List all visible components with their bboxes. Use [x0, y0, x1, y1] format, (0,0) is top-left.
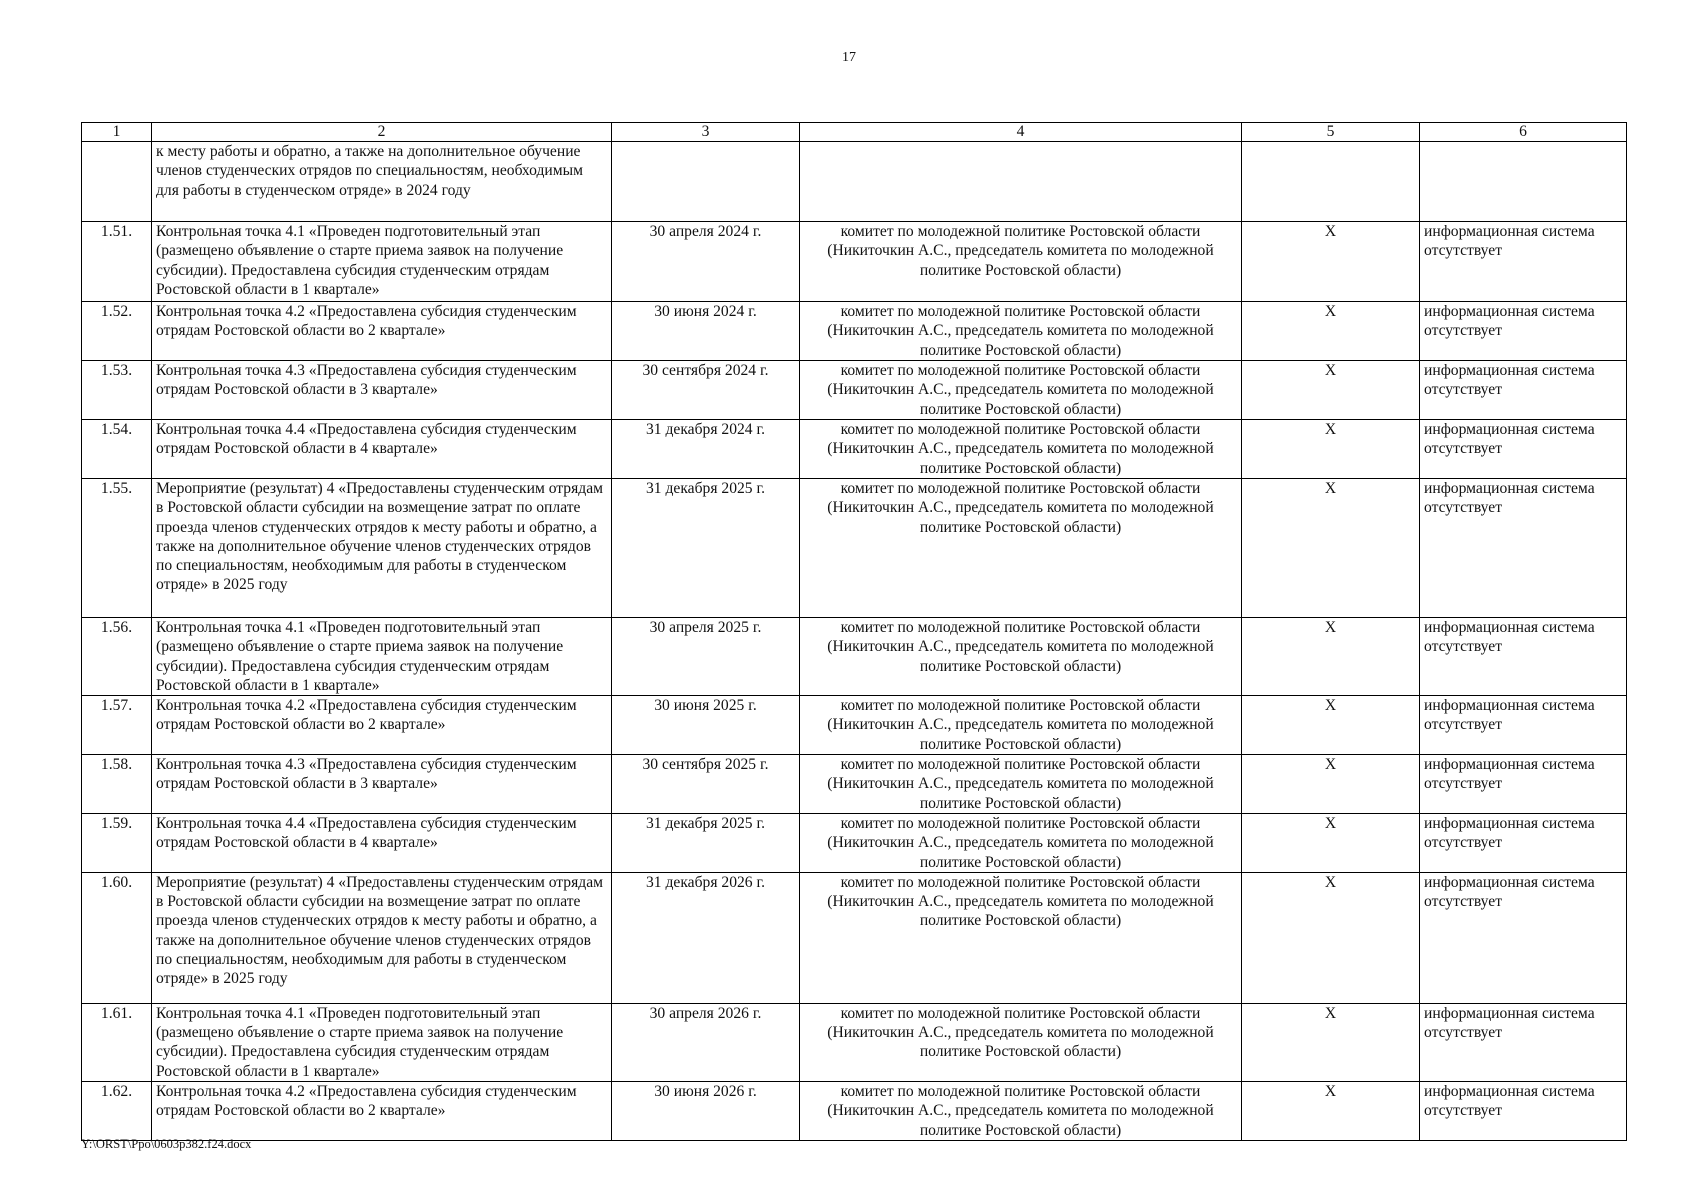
- deadline-date: 31 декабря 2025 г.: [612, 479, 800, 618]
- event-description: Контрольная точка 4.3 «Предоставлена субсидия студенческим отрядам Ростовской области в 3 квартале»: [152, 361, 612, 420]
- file-path-footer: Y:\ORST\Ppo\0603p382.f24.docx: [81, 1137, 252, 1151]
- table-row: [82, 618, 1627, 696]
- column-header: 3: [612, 123, 800, 142]
- row-number: 1.55.: [82, 479, 152, 618]
- information-system: информационная система отсутствует: [1420, 872, 1627, 1003]
- responsible-person: комитет по молодежной политике Ростовской области (Никиточкин А.С., председатель комитета по молодежной политике Ростовской области): [800, 420, 1242, 479]
- column-header: 1: [82, 123, 152, 142]
- mark-cell: Х: [1242, 222, 1420, 302]
- row-number: 1.58.: [82, 755, 152, 814]
- column-header: 5: [1242, 123, 1420, 142]
- page-number: 17: [842, 50, 856, 65]
- deadline-date: 31 декабря 2026 г.: [612, 872, 800, 1003]
- information-system: информационная система отсутствует: [1420, 222, 1627, 302]
- mark-cell: [1242, 142, 1420, 222]
- event-description: к месту работы и обратно, а также на дополнительное обучение членов студенческих отрядов по специальностям, необходимым для работы в студенческом отряде» в 2024 году: [152, 142, 612, 222]
- responsible-person: комитет по молодежной политике Ростовской области (Никиточкин А.С., председатель комитета по молодежной политике Ростовской области): [800, 479, 1242, 618]
- deadline-date: 30 июня 2025 г.: [612, 696, 800, 755]
- column-header: 4: [800, 123, 1242, 142]
- mark-cell: Х: [1242, 618, 1420, 696]
- header-row: [82, 123, 1627, 142]
- information-system: информационная система отсутствует: [1420, 1003, 1627, 1081]
- information-system: информационная система отсутствует: [1420, 618, 1627, 696]
- information-system: информационная система отсутствует: [1420, 813, 1627, 872]
- information-system: информационная система отсутствует: [1420, 696, 1627, 755]
- mark-cell: Х: [1242, 755, 1420, 814]
- table-row: [82, 1003, 1627, 1081]
- deadline-date: [612, 142, 800, 222]
- mark-cell: Х: [1242, 813, 1420, 872]
- deadline-date: 30 апреля 2024 г.: [612, 222, 800, 302]
- row-number: 1.52.: [82, 302, 152, 361]
- event-description: Мероприятие (результат) 4 «Предоставлены студенческим отрядам в Ростовской области субсидии на возмещение затрат по оплате проезда членов студенческих отрядов к месту работы и обратно, а также на дополнительное обучение членов студенческих отрядов по специальностям, необходимым для работы в студенческом отряде» в 2025 году: [152, 872, 612, 1003]
- information-system: информационная система отсутствует: [1420, 302, 1627, 361]
- deadline-date: 30 апреля 2026 г.: [612, 1003, 800, 1081]
- mark-cell: Х: [1242, 361, 1420, 420]
- mark-cell: Х: [1242, 479, 1420, 618]
- information-system: информационная система отсутствует: [1420, 479, 1627, 618]
- responsible-person: комитет по молодежной политике Ростовской области (Никиточкин А.С., председатель комитета по молодежной политике Ростовской области): [800, 1082, 1242, 1141]
- responsible-person: комитет по молодежной политике Ростовской области (Никиточкин А.С., председатель комитета по молодежной политике Ростовской области): [800, 302, 1242, 361]
- table-row: [82, 872, 1627, 1003]
- responsible-person: комитет по молодежной политике Ростовской области (Никиточкин А.С., председатель комитета по молодежной политике Ростовской области): [800, 872, 1242, 1003]
- row-number: [82, 142, 152, 222]
- mark-cell: Х: [1242, 696, 1420, 755]
- row-number: 1.60.: [82, 872, 152, 1003]
- mark-cell: Х: [1242, 872, 1420, 1003]
- event-description: Контрольная точка 4.2 «Предоставлена субсидия студенческим отрядам Ростовской области во 2 квартале»: [152, 696, 612, 755]
- table-row: [82, 142, 1627, 222]
- table-row: [82, 813, 1627, 872]
- column-header: 6: [1420, 123, 1627, 142]
- plan-table: [81, 122, 1627, 1141]
- row-number: 1.62.: [82, 1082, 152, 1141]
- deadline-date: 30 июня 2024 г.: [612, 302, 800, 361]
- deadline-date: 30 сентября 2024 г.: [612, 361, 800, 420]
- deadline-date: 31 декабря 2024 г.: [612, 420, 800, 479]
- responsible-person: комитет по молодежной политике Ростовской области (Никиточкин А.С., председатель комитета по молодежной политике Ростовской области): [800, 1003, 1242, 1081]
- table-row: [82, 479, 1627, 618]
- responsible-person: комитет по молодежной политике Ростовской области (Никиточкин А.С., председатель комитета по молодежной политике Ростовской области): [800, 696, 1242, 755]
- responsible-person: [800, 142, 1242, 222]
- table-row: [82, 302, 1627, 361]
- deadline-date: 30 июня 2026 г.: [612, 1082, 800, 1141]
- information-system: информационная система отсутствует: [1420, 420, 1627, 479]
- event-description: Контрольная точка 4.2 «Предоставлена субсидия студенческим отрядам Ростовской области во 2 квартале»: [152, 1082, 612, 1141]
- event-description: Контрольная точка 4.1 «Проведен подготовительный этап (размещено объявление о старте приема заявок на получение субсидии). Предоставлена субсидия студенческим отрядам Ростовской области в 1 квартале»: [152, 618, 612, 696]
- column-header: 2: [152, 123, 612, 142]
- responsible-person: комитет по молодежной политике Ростовской области (Никиточкин А.С., председатель комитета по молодежной политике Ростовской области): [800, 361, 1242, 420]
- table-row: [82, 755, 1627, 814]
- row-number: 1.51.: [82, 222, 152, 302]
- table-row: [82, 1082, 1627, 1141]
- row-number: 1.53.: [82, 361, 152, 420]
- row-number: 1.56.: [82, 618, 152, 696]
- event-description: Контрольная точка 4.1 «Проведен подготовительный этап (размещено объявление о старте приема заявок на получение субсидии). Предоставлена субсидия студенческим отрядам Ростовской области в 1 квартале»: [152, 1003, 612, 1081]
- table-row: [82, 361, 1627, 420]
- event-description: Контрольная точка 4.4 «Предоставлена субсидия студенческим отрядам Ростовской области в 4 квартале»: [152, 813, 612, 872]
- mark-cell: Х: [1242, 302, 1420, 361]
- row-number: 1.57.: [82, 696, 152, 755]
- event-description: Контрольная точка 4.1 «Проведен подготовительный этап (размещено объявление о старте приема заявок на получение субсидии). Предоставлена субсидия студенческим отрядам Ростовской области в 1 квартале»: [152, 222, 612, 302]
- row-number: 1.54.: [82, 420, 152, 479]
- responsible-person: комитет по молодежной политике Ростовской области (Никиточкин А.С., председатель комитета по молодежной политике Ростовской области): [800, 618, 1242, 696]
- responsible-person: комитет по молодежной политике Ростовской области (Никиточкин А.С., председатель комитета по молодежной политике Ростовской области): [800, 222, 1242, 302]
- deadline-date: 31 декабря 2025 г.: [612, 813, 800, 872]
- mark-cell: Х: [1242, 1003, 1420, 1081]
- information-system: [1420, 142, 1627, 222]
- table-row: [82, 420, 1627, 479]
- table-row: [82, 696, 1627, 755]
- mark-cell: Х: [1242, 420, 1420, 479]
- row-number: 1.61.: [82, 1003, 152, 1081]
- information-system: информационная система отсутствует: [1420, 755, 1627, 814]
- row-number: 1.59.: [82, 813, 152, 872]
- mark-cell: Х: [1242, 1082, 1420, 1141]
- event-description: Контрольная точка 4.3 «Предоставлена субсидия студенческим отрядам Ростовской области в 3 квартале»: [152, 755, 612, 814]
- information-system: информационная система отсутствует: [1420, 361, 1627, 420]
- deadline-date: 30 апреля 2025 г.: [612, 618, 800, 696]
- information-system: информационная система отсутствует: [1420, 1082, 1627, 1141]
- deadline-date: 30 сентября 2025 г.: [612, 755, 800, 814]
- event-description: Контрольная точка 4.4 «Предоставлена субсидия студенческим отрядам Ростовской области в 4 квартале»: [152, 420, 612, 479]
- event-description: Мероприятие (результат) 4 «Предоставлены студенческим отрядам в Ростовской области субсидии на возмещение затрат по оплате проезда членов студенческих отрядов к месту работы и обратно, а также на дополнительное обучение членов студенческих отрядов по специальностям, необходимым для работы в студенческом отряде» в 2025 году: [152, 479, 612, 618]
- responsible-person: комитет по молодежной политике Ростовской области (Никиточкин А.С., председатель комитета по молодежной политике Ростовской области): [800, 755, 1242, 814]
- event-description: Контрольная точка 4.2 «Предоставлена субсидия студенческим отрядам Ростовской области во 2 квартале»: [152, 302, 612, 361]
- table-row: [82, 222, 1627, 302]
- responsible-person: комитет по молодежной политике Ростовской области (Никиточкин А.С., председатель комитета по молодежной политике Ростовской области): [800, 813, 1242, 872]
